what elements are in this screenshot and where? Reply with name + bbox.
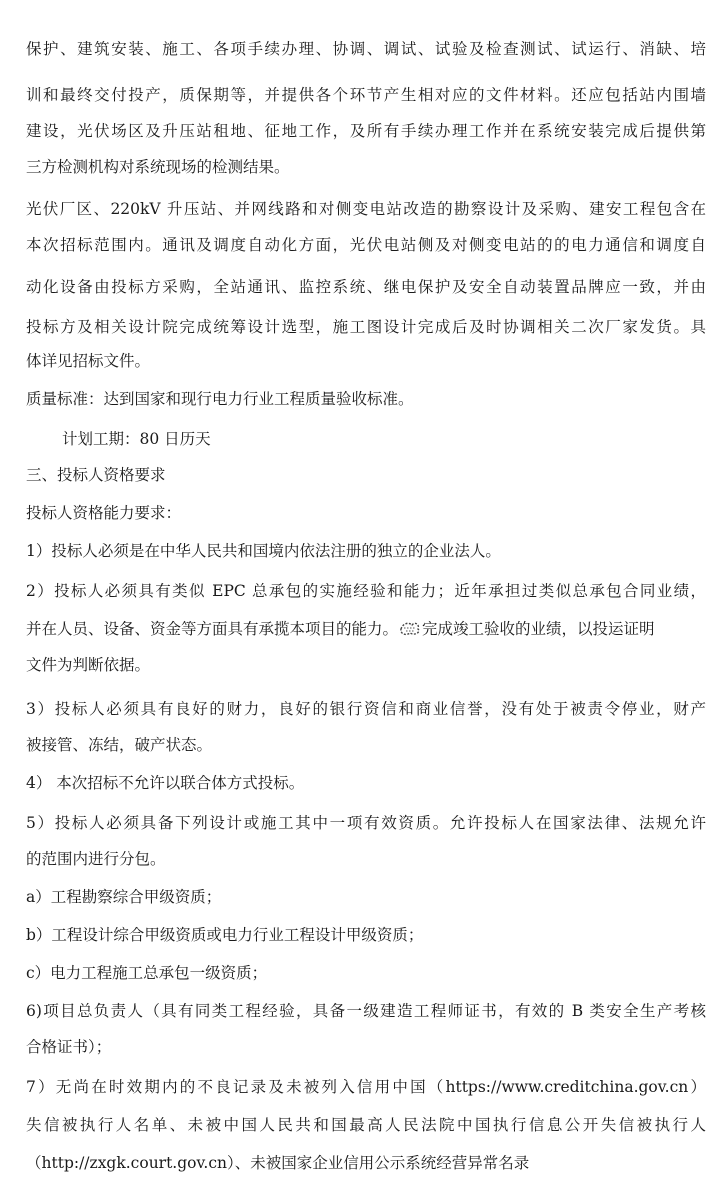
text-segment: 完成竣工验收的业绩，以投运证明 [422,620,655,638]
requirement-item-2: 2）投标人必须具有类似 EPC 总承包的实施经验和能力；近年承担过类似总承包合同业绩， [26,582,706,600]
section-heading: 三、投标人资格要求 [26,466,166,484]
requirement-item-1: 1）投标人必须是在中华人民共和国境内依法注册的独立的企业法人。 [26,542,501,560]
qualification-b: b）工程设计综合甲级资质或电力行业工程设计甲级资质； [26,926,424,944]
text-line: 三方检测机构对系统现场的检测结果。 [26,158,290,176]
text-line: 文件为判断依据。 [26,656,151,674]
text-line: 体详见招标文件。 [26,352,151,370]
requirement-item-6: 6)项目总负责人（具有同类工程经验，具备一级建造工程师证书，有效的 B 类安全生产考核 [26,1002,706,1020]
text-line: 的范围内进行分包。 [26,850,166,868]
text-line: 本次招标范围内。通讯及调度自动化方面，光伏电站侧及对侧变电站的的电力通信和调度自 [26,236,706,254]
planned-duration: 计划工期：80 日历天 [62,430,211,448]
text-line: 动化设备由投标方采购，全站通讯、监控系统、继电保护及安全自动装置品牌应一致，并由 [26,278,706,296]
text-line: 光伏厂区、220kV 升压站、并网线路和对侧变电站改造的勘察设计及采购、建安工程包含在 [26,200,706,218]
text-line: （http://zxgk.court.gov.cn）、未被国家企业信用公示系统经营异常名录 [26,1154,530,1172]
text-line: 训和最终交付投产，质保期等，并提供各个环节产生相对应的文件材料。还应包括站内围墙 [26,86,706,104]
text-line: 保护、建筑安装、施工、各项手续办理、协调、调试、试验及检查测试、试运行、消缺、培 [26,40,706,58]
text-line: 失信被执行人名单、未被中国人民共和国最高人民法院中国执行信息公开失信被执行人 [26,1116,706,1134]
text-line: 合格证书）； [26,1038,112,1056]
qualification-a: a）工程勘察综合甲级资质； [26,888,222,906]
requirement-item-4: 4） 本次招标不允许以联合体方式投标。 [26,774,305,792]
requirement-item-5: 5）投标人必须具备下列设计或施工其中一项有效资质。允许投标人在国家法律、法规允许 [26,814,706,832]
requirement-item-3: 3）投标人必须具有良好的财力，良好的银行资信和商业信誉，没有处于被责令停业，财产 [26,700,706,718]
text-segment: 并在人员、设备、资金等方面具有承揽本项目的能力。 [26,620,399,638]
text-line: 被接管、冻结，破产状态。 [26,736,213,754]
requirement-item-2-cont [26,618,706,642]
subsection-heading: 投标人资格能力要求： [26,504,182,522]
requirement-item-7: 7）无尚在时效期内的不良记录及未被列入信用中国（https://www.creditchina.gov.cn） [26,1078,706,1096]
ink-smudge-icon [398,619,422,637]
text-line: 投标方及相关设计院完成统筹设计选型，施工图设计完成后及时协调相关二次厂家发货。具 [26,318,706,336]
quality-standard: 质量标准：达到国家和现行电力行业工程质量验收标准。 [26,390,414,408]
qualification-c: c）电力工程施工总承包一级资质； [26,964,268,982]
text-line: 建设，光伏场区及升压站租地、征地工作，及所有手续办理工作并在系统安装完成后提供第 [26,122,706,140]
